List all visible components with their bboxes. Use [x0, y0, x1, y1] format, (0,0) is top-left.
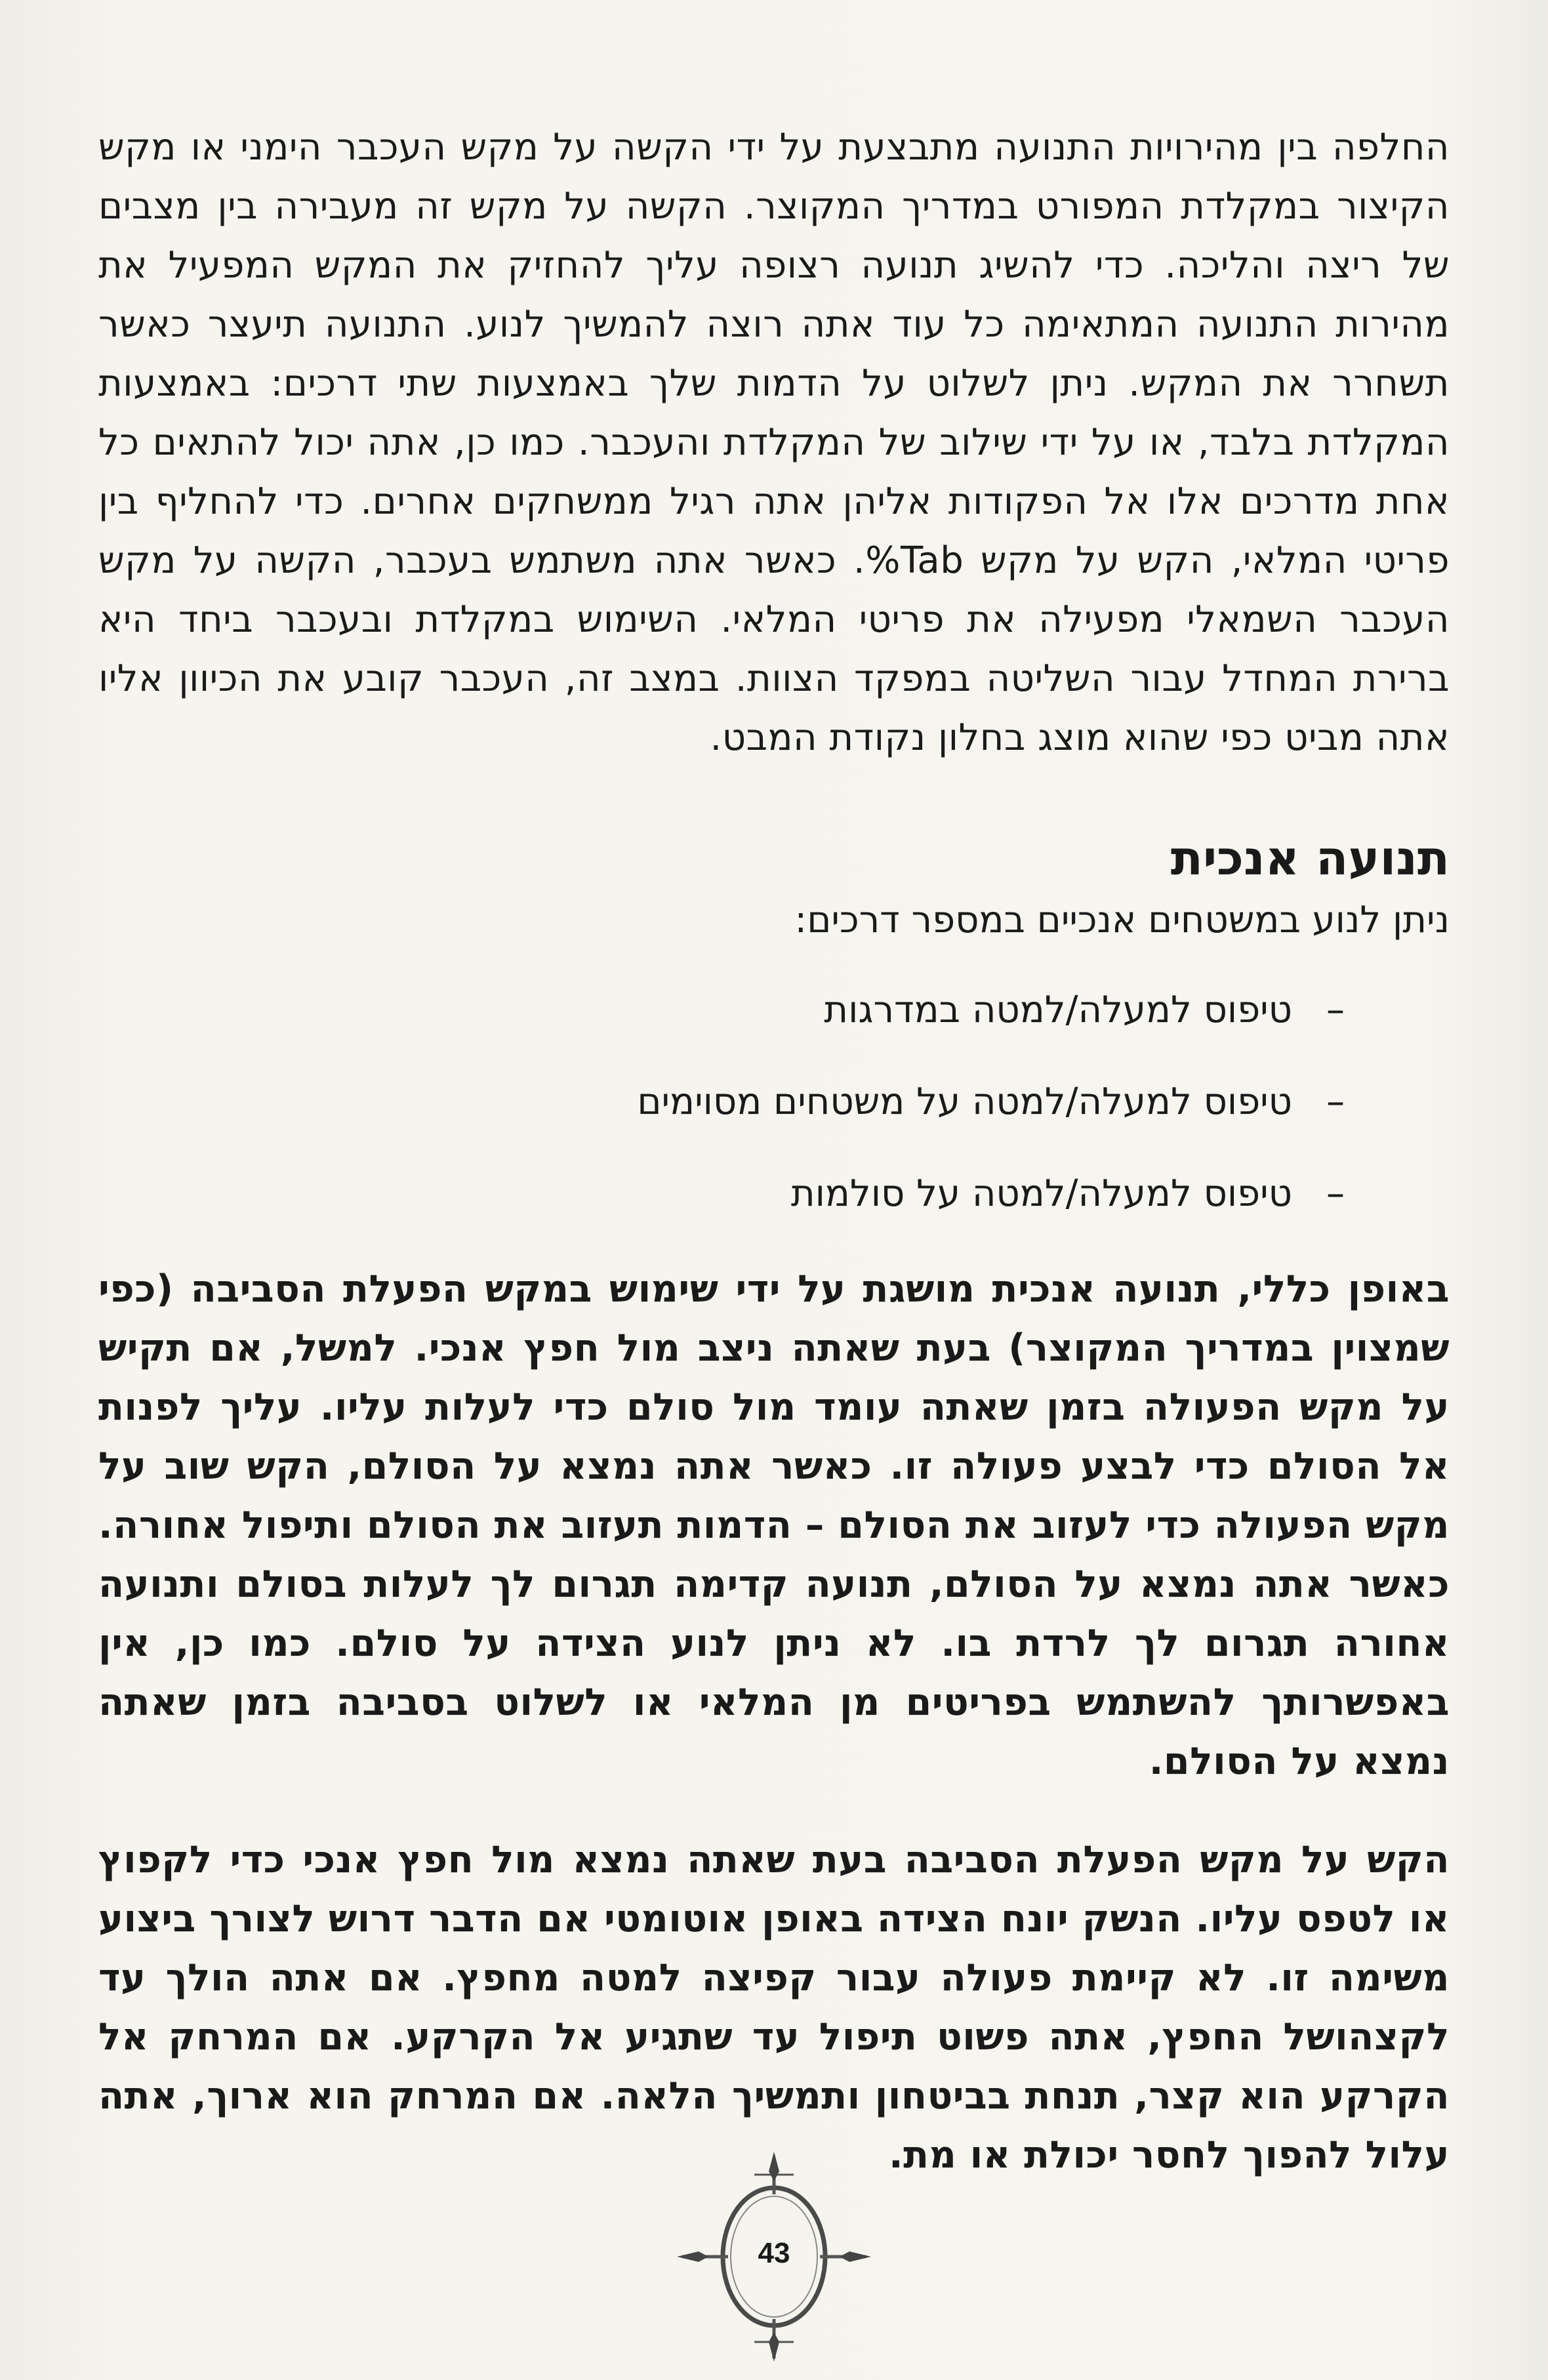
section-heading-vertical-movement: תנועה אנכית [1170, 831, 1450, 886]
bullet-item-surfaces [98, 1056, 1345, 1148]
paragraph-movement-speed: החלפה בין מהירויות התנועה מתבצעת על ידי הקשה על מקש העכבר הימני או מקש הקיצור במקלדת המפורט במדריך המקוצר. הקשה על מקש זה מעבירה בין מצבים של ריצה והליכה. כדי להשיג תנועה רצופה עליך להחזיק את המקש המפעיל את מהירות התנועה המתאימה כל עוד אתה רוצה להמשיך לנוע. התנועה תיעצר כאשר תשחרר את המקש. ניתן לשלוט על הדמות שלך באמצעות שתי דרכים: באמצעות המקלדת בלבד, או על ידי שילוב של המקלדת והעכבר. כמו כן, אתה יכול להתאים כל אחת מדרכים אלו אל הפקודות אליהן אתה רגיל ממשחקים אחרים. כדי להחליף בין פריטי המלאי, הקש על מקש Tab%. כאשר אתה משתמש בעכבר, הקשה על מקש העכבר השמאלי מפעילה את פריטי המלאי. השימוש במקלדת ובעכבר ביחד היא ברירת המחדל עבור השליטה במפקד הצוות. במצב זה, העכבר קובע את הכיוון אליו אתה מביט כפי שהוא מוצג בחלון נקודת המבט. [98, 126, 1450, 759]
bullet-dash: – [1326, 1080, 1345, 1123]
paragraph-ladders: באופן כללי, תנועה אנכית מושגת על ידי שימוש במקש הפעלת הסביבה (כפי שמצוין במדריך המקוצר) בעת שאתה ניצב מול חפץ אנכי. למשל, אם תקיש על מקש הפעולה בזמן שאתה עומד מול סולם כדי לעלות עליו. עליך לפנות אל הסולם כדי לבצע פעולה זו. כאשר אתה נמצא על הסולם, הקש שוב על מקש הפעולה כדי לעזוב את הסולם – הדמות תעזוב את הסולם ותיפול אחורה. כאשר אתה נמצא על הסולם, תנועה קדימה תגרום לך לעלות בסולם ותנועה אחורה תגרום לך לרדת בו. לא ניתן לנוע הצידה על סולם. כמו כן, אין באפשרותך להשתמש בפריטים מן המלאי או לשלוט בסביבה בזמן שאתה נמצא על הסולם. [98, 1267, 1450, 1783]
bullet-list [98, 964, 1450, 1240]
paragraph-gap [98, 1791, 1450, 1830]
bullet-item-stairs [98, 964, 1345, 1056]
section-intro: ניתן לנוע במשטחים אנכיים במספר דרכים: [794, 899, 1450, 941]
paragraph-climb-jump: הקש על מקש הפעלת הסביבה בעת שאתה נמצא מול חפץ אנכי כדי לקפוץ או לטפס עליו. הנשק יונח הצידה באופן אוטומטי אם הדבר דרוש לצורך ביצוע משימה זו. לא קיימת פעולה עבור קפיצה למטה מחפץ. אם אתה הולך עד לקצהושל החפץ, אתה פשוט תיפול עד שתגיע אל הקרקע. אם המרחק אל הקרקע הוא קצר, תנחת בביטחון ותמשיך הלאה. אם המרחק הוא ארוך, אתה עלול להפוך לחסר יכולת או מת. [98, 1838, 1450, 2177]
bullet-dash: – [1326, 1172, 1345, 1215]
bullet-text: טיפוס למעלה/למטה במדרגות [824, 989, 1292, 1031]
bullet-text: טיפוס למעלה/למטה על משטחים מסוימים [637, 1080, 1292, 1123]
page-content [98, 118, 1450, 2185]
page-number: 43 [758, 2237, 790, 2269]
bullet-item-ladders [98, 1148, 1345, 1240]
bullet-text: טיפוס למעלה/למטה על סולמות [790, 1172, 1292, 1215]
bullet-dash: – [1326, 989, 1345, 1031]
